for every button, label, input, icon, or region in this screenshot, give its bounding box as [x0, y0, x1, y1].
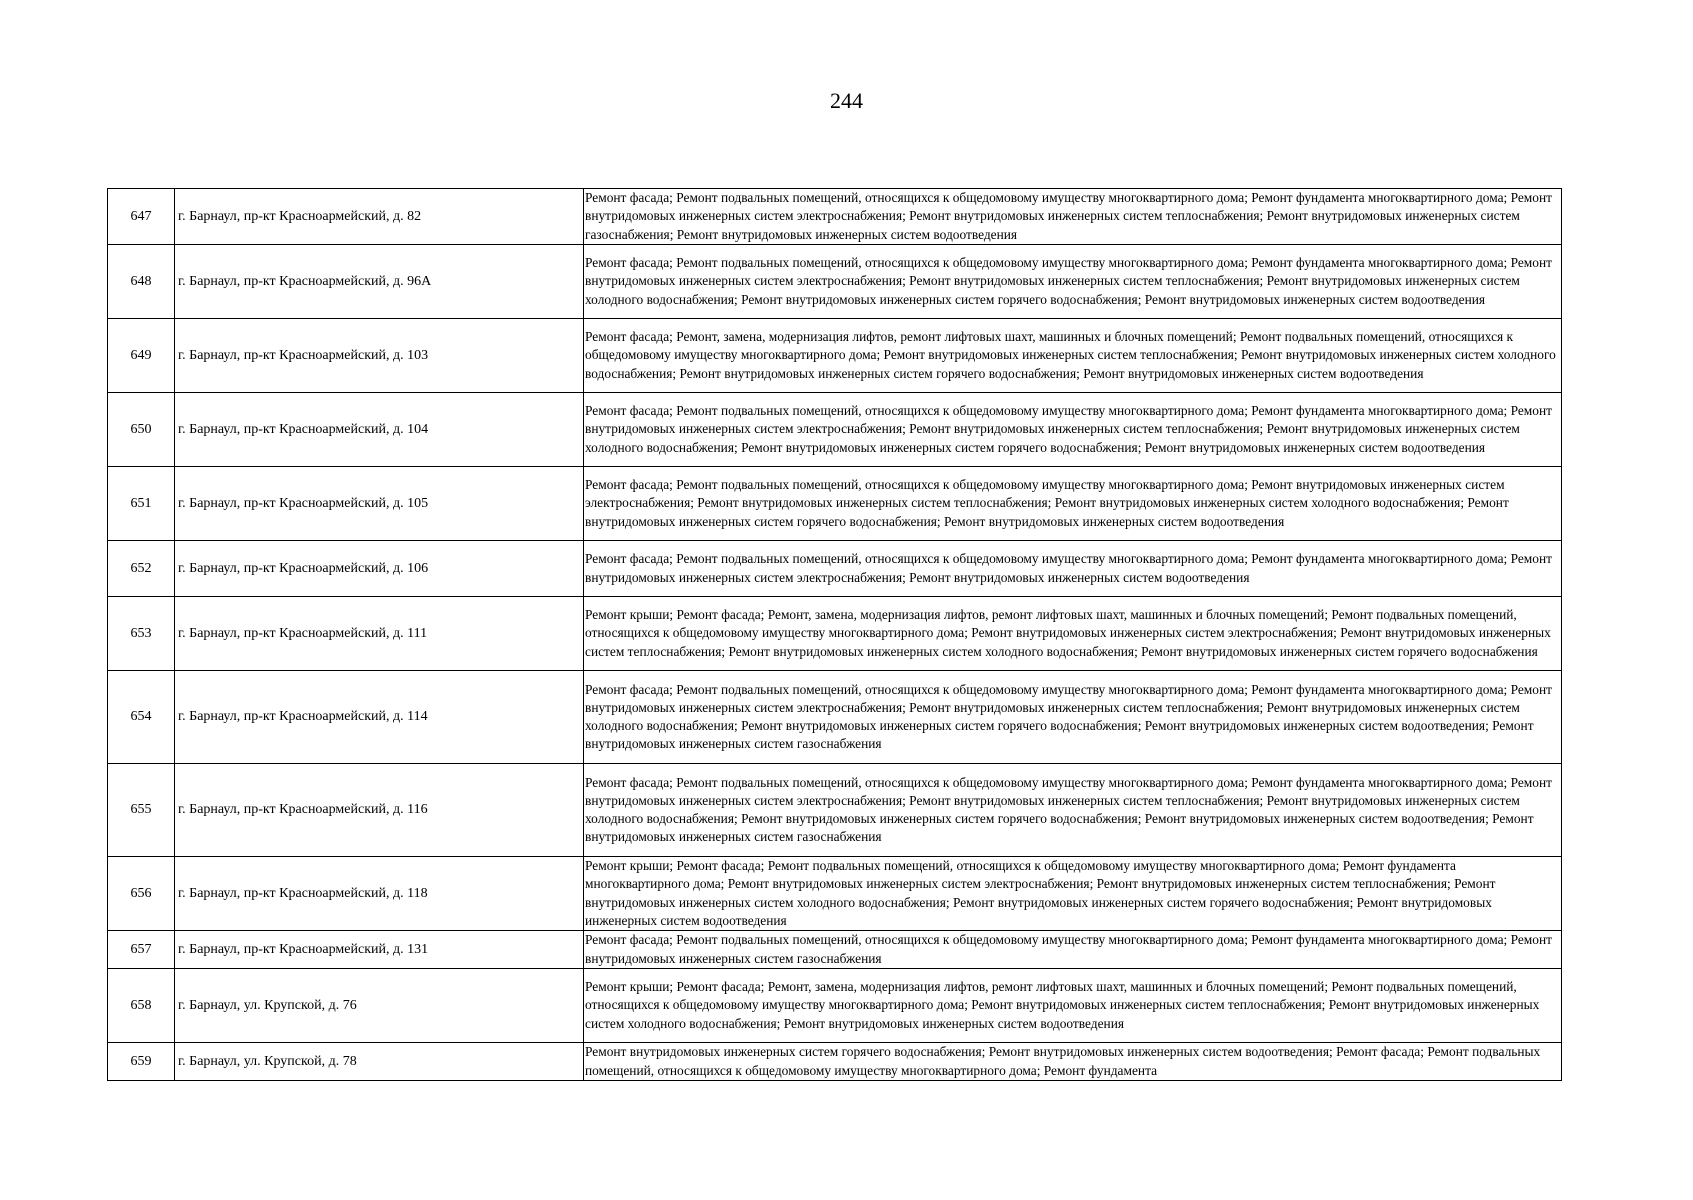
table-row: [108, 245, 1562, 319]
row-number: 652: [108, 541, 175, 597]
table-row: [108, 541, 1562, 597]
row-address: г. Барнаул, пр-кт Красноармейский, д. 82: [175, 189, 584, 245]
table-row: [108, 1043, 1562, 1081]
row-works: Ремонт крыши; Ремонт фасада; Ремонт подвальных помещений, относящихся к общедомовому имуществу многоквартирного дома; Ремонт фундамента многоквартирного дома; Ремонт внутридомовых инженерных систем электроснабжения; Ремонт внутридомовых инженерных систем теплоснабжения; Ремонт внутридомовых инженерных систем холодного водоснабжения; Ремонт внутридомовых инженерных систем горячего водоснабжения; Ремонт внутридомовых инженерных систем водоотведения: [584, 857, 1562, 931]
row-address: г. Барнаул, пр-кт Красноармейский, д. 118: [175, 857, 584, 931]
row-number: 654: [108, 671, 175, 764]
row-number: 648: [108, 245, 175, 319]
row-address: г. Барнаул, пр-кт Красноармейский, д. 104: [175, 393, 584, 467]
row-address: г. Барнаул, пр-кт Красноармейский, д. 103: [175, 319, 584, 393]
row-works: Ремонт фасада; Ремонт, замена, модернизация лифтов, ремонт лифтовых шахт, машинных и блочных помещений; Ремонт подвальных помещений, относящихся к общедомовому имуществу многоквартирного дома; Ремонт внутридомовых инженерных систем теплоснабжения; Ремонт внутридомовых инженерных систем холодного водоснабжения; Ремонт внутридомовых инженерных систем горячего водоснабжения; Ремонт внутридомовых инженерных систем водоотведения: [584, 319, 1562, 393]
table-row: [108, 597, 1562, 671]
row-address: г. Барнаул, пр-кт Красноармейский, д. 96А: [175, 245, 584, 319]
row-number: 659: [108, 1043, 175, 1081]
page-number: 244: [830, 88, 863, 113]
row-works: Ремонт фасада; Ремонт подвальных помещений, относящихся к общедомовому имуществу многоквартирного дома; Ремонт фундамента многоквартирного дома; Ремонт внутридомовых инженерных систем электроснабжения; Ремонт внутридомовых инженерных систем теплоснабжения; Ремонт внутридомовых инженерных систем холодного водоснабжения; Ремонт внутридомовых инженерных систем горячего водоснабжения; Ремонт внутридомовых инженерных систем водоотведения: [584, 393, 1562, 467]
row-number: 657: [108, 931, 175, 969]
row-address: г. Барнаул, пр-кт Красноармейский, д. 106: [175, 541, 584, 597]
repair-register-table: [107, 188, 1562, 1081]
row-number: 653: [108, 597, 175, 671]
table-row: [108, 671, 1562, 764]
row-number: 655: [108, 764, 175, 857]
row-works: Ремонт внутридомовых инженерных систем горячего водоснабжения; Ремонт внутридомовых инженерных систем водоотведения; Ремонт фасада; Ремонт подвальных помещений, относящихся к общедомовому имуществу многоквартирного дома; Ремонт фундамента: [584, 1043, 1562, 1081]
row-number: 647: [108, 189, 175, 245]
row-address: г. Барнаул, пр-кт Красноармейский, д. 111: [175, 597, 584, 671]
row-address: г. Барнаул, пр-кт Красноармейский, д. 114: [175, 671, 584, 764]
row-number: 649: [108, 319, 175, 393]
row-works: Ремонт фасада; Ремонт подвальных помещений, относящихся к общедомовому имуществу многоквартирного дома; Ремонт внутридомовых инженерных систем электроснабжения; Ремонт внутридомовых инженерных систем теплоснабжения; Ремонт внутридомовых инженерных систем холодного водоснабжения; Ремонт внутридомовых инженерных систем горячего водоснабжения; Ремонт внутридомовых инженерных систем водоотведения: [584, 467, 1562, 541]
row-address: г. Барнаул, пр-кт Красноармейский, д. 105: [175, 467, 584, 541]
row-number: 650: [108, 393, 175, 467]
table-row: [108, 393, 1562, 467]
table-row: [108, 319, 1562, 393]
row-works: Ремонт фасада; Ремонт подвальных помещений, относящихся к общедомовому имуществу многоквартирного дома; Ремонт фундамента многоквартирного дома; Ремонт внутридомовых инженерных систем газоснабжения: [584, 931, 1562, 969]
row-works: Ремонт фасада; Ремонт подвальных помещений, относящихся к общедомовому имуществу многоквартирного дома; Ремонт фундамента многоквартирного дома; Ремонт внутридомовых инженерных систем электроснабжения; Ремонт внутридомовых инженерных систем теплоснабжения; Ремонт внутридомовых инженерных систем газоснабжения; Ремонт внутридомовых инженерных систем водоотведения: [584, 189, 1562, 245]
row-address: г. Барнаул, пр-кт Красноармейский, д. 131: [175, 931, 584, 969]
table-row: [108, 189, 1562, 245]
row-address: г. Барнаул, ул. Крупской, д. 78: [175, 1043, 584, 1081]
row-number: 658: [108, 969, 175, 1043]
row-works: Ремонт фасада; Ремонт подвальных помещений, относящихся к общедомовому имуществу многоквартирного дома; Ремонт фундамента многоквартирного дома; Ремонт внутридомовых инженерных систем электроснабжения; Ремонт внутридомовых инженерных систем теплоснабжения; Ремонт внутридомовых инженерных систем холодного водоснабжения; Ремонт внутридомовых инженерных систем горячего водоснабжения; Ремонт внутридомовых инженерных систем водоотведения: [584, 245, 1562, 319]
row-works: Ремонт фасада; Ремонт подвальных помещений, относящихся к общедомовому имуществу многоквартирного дома; Ремонт фундамента многоквартирного дома; Ремонт внутридомовых инженерных систем электроснабжения; Ремонт внутридомовых инженерных систем водоотведения: [584, 541, 1562, 597]
row-works: Ремонт крыши; Ремонт фасада; Ремонт, замена, модернизация лифтов, ремонт лифтовых шахт, машинных и блочных помещений; Ремонт подвальных помещений, относящихся к общедомовому имуществу многоквартирного дома; Ремонт внутридомовых инженерных систем электроснабжения; Ремонт внутридомовых инженерных систем теплоснабжения; Ремонт внутридомовых инженерных систем холодного водоснабжения; Ремонт внутридомовых инженерных систем горячего водоснабжения: [584, 597, 1562, 671]
row-works: Ремонт крыши; Ремонт фасада; Ремонт, замена, модернизация лифтов, ремонт лифтовых шахт, машинных и блочных помещений; Ремонт подвальных помещений, относящихся к общедомовому имуществу многоквартирного дома; Ремонт внутридомовых инженерных систем теплоснабжения; Ремонт внутридомовых инженерных систем холодного водоснабжения; Ремонт внутридомовых инженерных систем водоотведения: [584, 969, 1562, 1043]
table-row: [108, 969, 1562, 1043]
row-number: 656: [108, 857, 175, 931]
table-row: [108, 931, 1562, 969]
table-row: [108, 857, 1562, 931]
row-works: Ремонт фасада; Ремонт подвальных помещений, относящихся к общедомовому имуществу многоквартирного дома; Ремонт фундамента многоквартирного дома; Ремонт внутридомовых инженерных систем электроснабжения; Ремонт внутридомовых инженерных систем теплоснабжения; Ремонт внутридомовых инженерных систем холодного водоснабжения; Ремонт внутридомовых инженерных систем горячего водоснабжения; Ремонт внутридомовых инженерных систем водоотведения; Ремонт внутридомовых инженерных систем газоснабжения: [584, 671, 1562, 764]
row-works: Ремонт фасада; Ремонт подвальных помещений, относящихся к общедомовому имуществу многоквартирного дома; Ремонт фундамента многоквартирного дома; Ремонт внутридомовых инженерных систем электроснабжения; Ремонт внутридомовых инженерных систем теплоснабжения; Ремонт внутридомовых инженерных систем холодного водоснабжения; Ремонт внутридомовых инженерных систем горячего водоснабжения; Ремонт внутридомовых инженерных систем водоотведения; Ремонт внутридомовых инженерных систем газоснабжения: [584, 764, 1562, 857]
row-number: 651: [108, 467, 175, 541]
row-address: г. Барнаул, ул. Крупской, д. 76: [175, 969, 584, 1043]
row-address: г. Барнаул, пр-кт Красноармейский, д. 116: [175, 764, 584, 857]
table-row: [108, 467, 1562, 541]
table-row: [108, 764, 1562, 857]
